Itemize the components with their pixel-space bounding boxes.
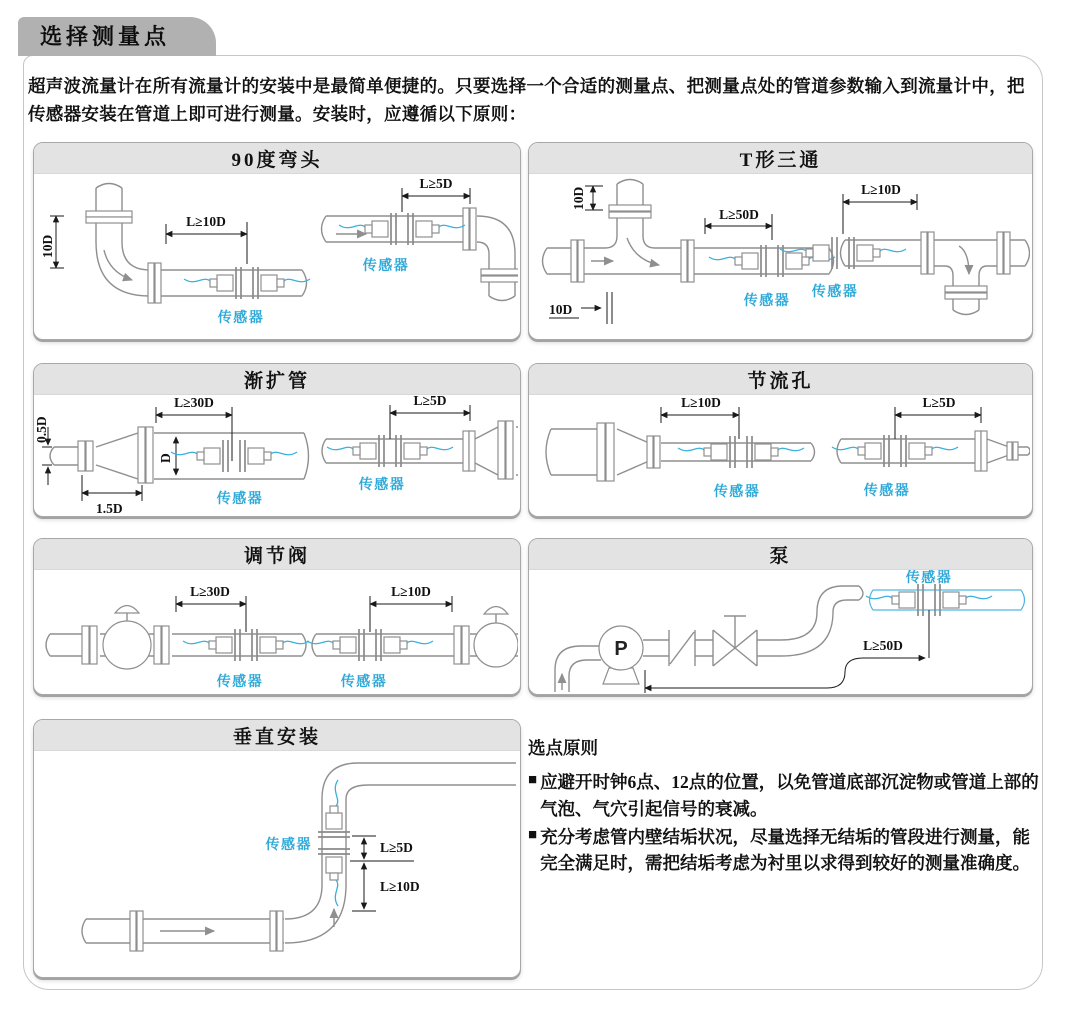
dimension-label: L≥30D (190, 584, 230, 599)
sensor-pair-icon (327, 435, 453, 467)
sensor-label: 传感器 (362, 257, 410, 273)
dimension-label: L≥10D (391, 584, 431, 599)
dimension-label: 0.5D (34, 416, 49, 443)
diagram-90-elbow (34, 174, 518, 338)
sensor-pair-icon (678, 436, 804, 468)
panel-title: 90度弯头 (34, 143, 520, 174)
dimension-label: 10D (571, 186, 586, 210)
sensor-label: 传感器 (358, 476, 406, 492)
bullet-icon: ■ (528, 772, 538, 789)
sensor-label: 传感器 (216, 673, 264, 689)
panel-title: 调节阀 (34, 539, 520, 570)
panel-90-elbow (33, 142, 521, 340)
panel-vertical (33, 719, 521, 978)
page-title: 选择测量点 (18, 17, 216, 56)
diagram-tee (529, 174, 1030, 338)
dimension-label: L≥10D (681, 395, 721, 410)
diagram-orifice (529, 395, 1030, 515)
principle-item (528, 769, 1042, 822)
sensor-label: 传感器 (265, 836, 312, 852)
dimension-label: L≥50D (863, 638, 903, 653)
dimension-label: 10D (40, 234, 55, 258)
dimension-label: L≥5D (419, 176, 453, 191)
dimension-label: L≥50D (719, 207, 759, 222)
panel-title: 垂直安装 (34, 720, 520, 751)
sensor-label: 传感器 (340, 673, 388, 689)
diagram-pump (529, 570, 1030, 693)
sensor-pair-icon (339, 213, 465, 245)
diagram-expander (34, 395, 518, 515)
pump-letter: P (614, 638, 628, 660)
sensor-label: 传感器 (863, 482, 911, 498)
sensor-pair-icon (318, 780, 350, 906)
panel-title: T形三通 (529, 143, 1032, 174)
sensor-label: 传感器 (216, 490, 264, 506)
selection-principles (528, 735, 1042, 878)
principle-item (528, 824, 1042, 877)
dimension-label: L≥10D (861, 182, 901, 197)
sensor-label: 传感器 (217, 309, 265, 325)
panel-title: 泵 (529, 539, 1032, 570)
panel-pump (528, 538, 1033, 695)
panel-tee (528, 142, 1033, 340)
sensor-label: 传感器 (811, 283, 859, 299)
dimension-label: L≥10D (380, 879, 420, 894)
pipe-drawing-valve-right (312, 596, 518, 667)
principle-text: 应避开时钟6点、12点的位置，以免管道底部沉淀物或管道上部的气泡、气穴引起信号的衰减。 (540, 772, 1039, 819)
sensor-pair-icon (171, 440, 297, 472)
dimension-label: L≥5D (413, 395, 447, 408)
sensor-pair-icon (832, 435, 958, 467)
pipe-drawing-expander-right (322, 405, 518, 479)
principles-heading: 选点原则 (528, 738, 598, 758)
dimension-label: 10D (549, 302, 573, 317)
sensor-pair-icon (184, 267, 310, 299)
principle-text: 充分考虑管内壁结垢状况，尽量选择无结垢的管段进行测量，能完全满足时，需把结垢考虑为衬里以求得到较好的测量准确度。 (540, 826, 1031, 873)
sensor-label: 传感器 (905, 570, 953, 585)
panel-title: 节流孔 (529, 364, 1032, 395)
pipe-drawing-vertical (82, 763, 516, 951)
dimension-label: L≥10D (186, 214, 226, 229)
sensor-label: 传感器 (713, 483, 761, 499)
dimension-label: D (158, 453, 173, 463)
dimension-label: L≥30D (174, 395, 214, 410)
diagram-vertical (34, 751, 518, 976)
bullet-icon: ■ (528, 826, 538, 843)
panel-valve (33, 538, 521, 695)
panel-title: 渐扩管 (34, 364, 520, 395)
dimension-label: L≥5D (922, 395, 956, 410)
sensor-label: 传感器 (743, 292, 791, 308)
panel-orifice (528, 363, 1033, 517)
panel-expander (33, 363, 521, 517)
pipe-drawing-elbow-right (322, 188, 519, 301)
pipe-drawing-valve-left (46, 596, 306, 669)
diagram-valve (34, 570, 518, 693)
intro-text: 超声波流量计在所有流量计的安装中是最简单便捷的。只要选择一个合适的测量点、把测量点处的管道参数输入到流量计中，把传感器安装在管道上即可进行测量。安装时，应遵循以下原则： (28, 76, 1025, 125)
dimension-label: 1.5D (96, 501, 123, 515)
pipe-drawing-orifice-left (546, 407, 815, 481)
pipe-drawing-orifice-right (837, 407, 1030, 471)
dimension-label: L≥5D (380, 840, 413, 855)
